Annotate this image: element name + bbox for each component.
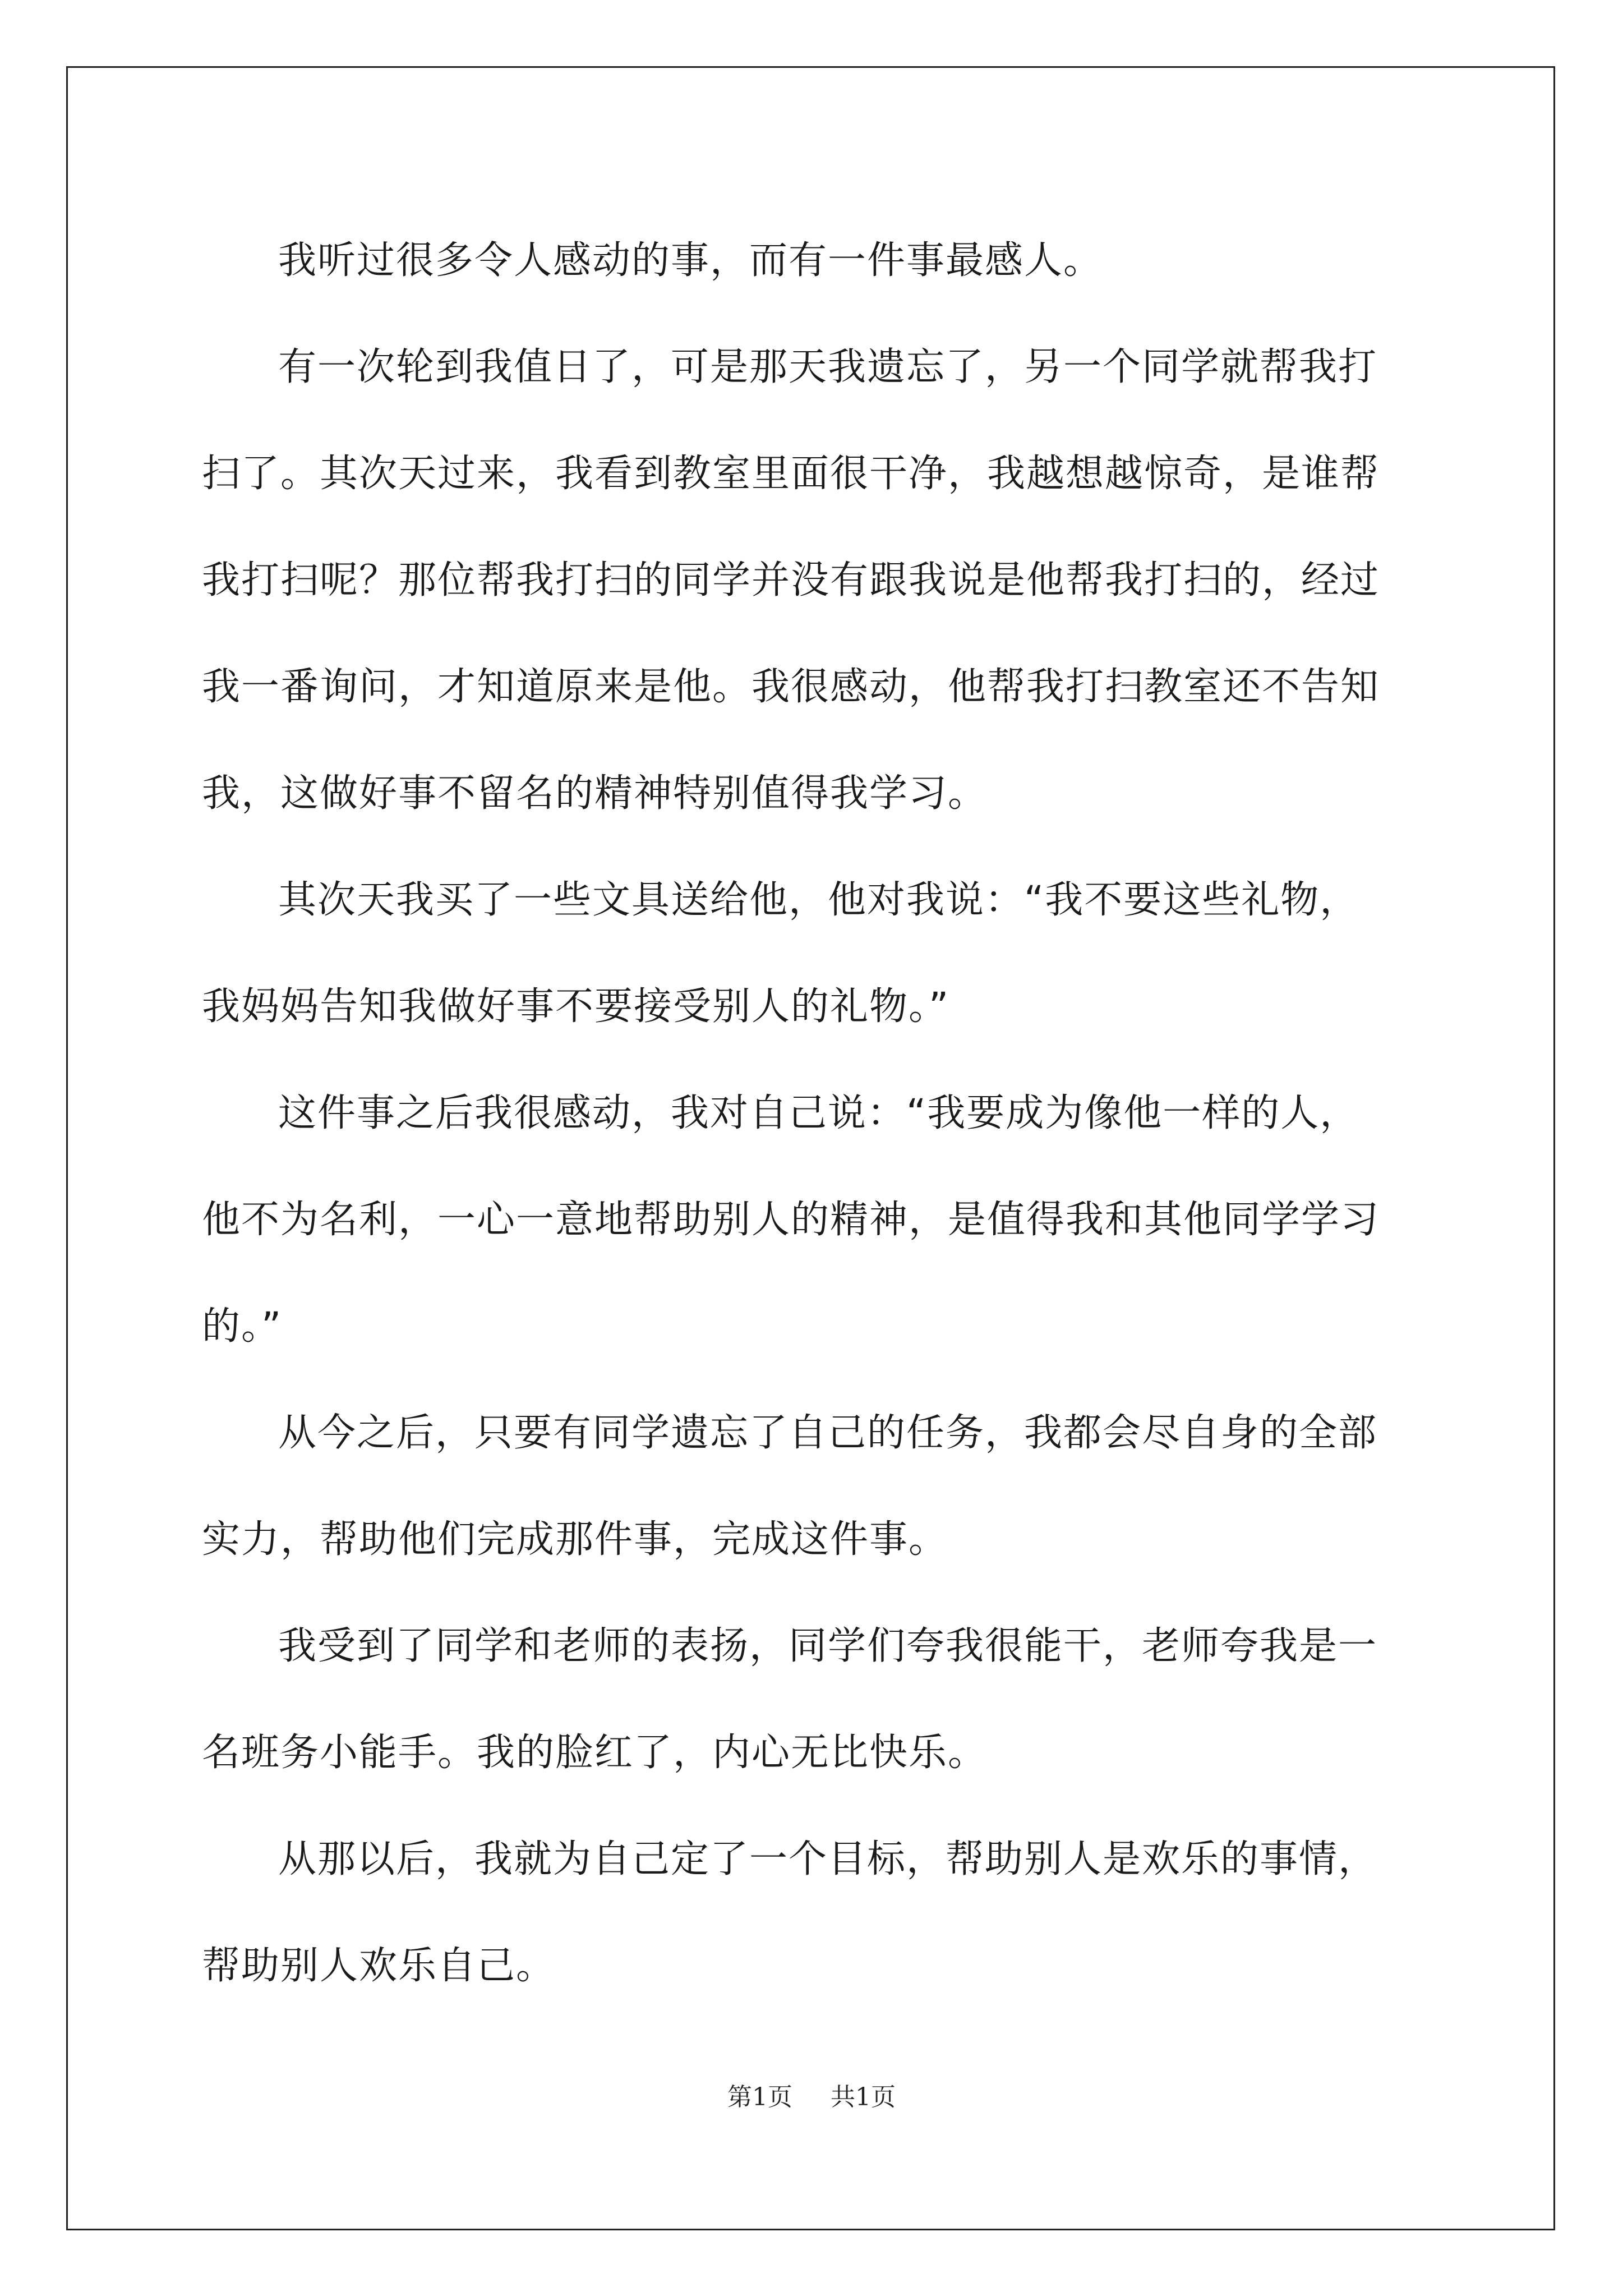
paragraph-2: 有一次轮到我值日了，可是那天我遗忘了，另一个同学就帮我打 扫了。其次天过来，我看到教室里面很干净，我越想越惊奇，是谁帮 我打扫呢？那位帮我打扫的同学并没有跟我说是他帮我打扫的，经过 我一番询问，才知道原来是他。我很感动，他帮我打扫教室还不告知 我，这做好事不留名的精神特别值得我学习。 xyxy=(202,345,1380,816)
paragraph-1: 我听过很多令人感动的事，而有一件事最感人。 xyxy=(278,238,1103,283)
paragraph-4: 这件事之后我很感动，我对自己说：“我要成为像他一样的人， 他不为名利，一心一意地帮助别人的精神，是值得我和其他同学学习 的。” xyxy=(202,1091,1380,1349)
page-number: 第1页 xyxy=(727,2083,792,2111)
paragraph-7: 从那以后，我就为自己定了一个目标，帮助别人是欢乐的事情， 帮助别人欢乐自己。 xyxy=(202,1837,1378,1988)
document-body xyxy=(202,208,1424,2019)
total-pages: 共1页 xyxy=(831,2083,896,2111)
paragraph-6: 我受到了同学和老师的表扬，同学们夸我很能干，老师夸我是一 名班务小能手。我的脸红了，内心无比快乐。 xyxy=(202,1624,1378,1775)
paragraph-5: 从今之后，只要有同学遗忘了自己的任务，我都会尽自身的全部 实力，帮助他们完成那件事，完成这件事。 xyxy=(202,1411,1378,1562)
paragraph-3: 其次天我买了一些文具送给他，他对我说：“我不要这些礼物， 我妈妈告知我做好事不要接受别人的礼物。” xyxy=(202,878,1359,1029)
page-footer xyxy=(0,2077,1623,2113)
